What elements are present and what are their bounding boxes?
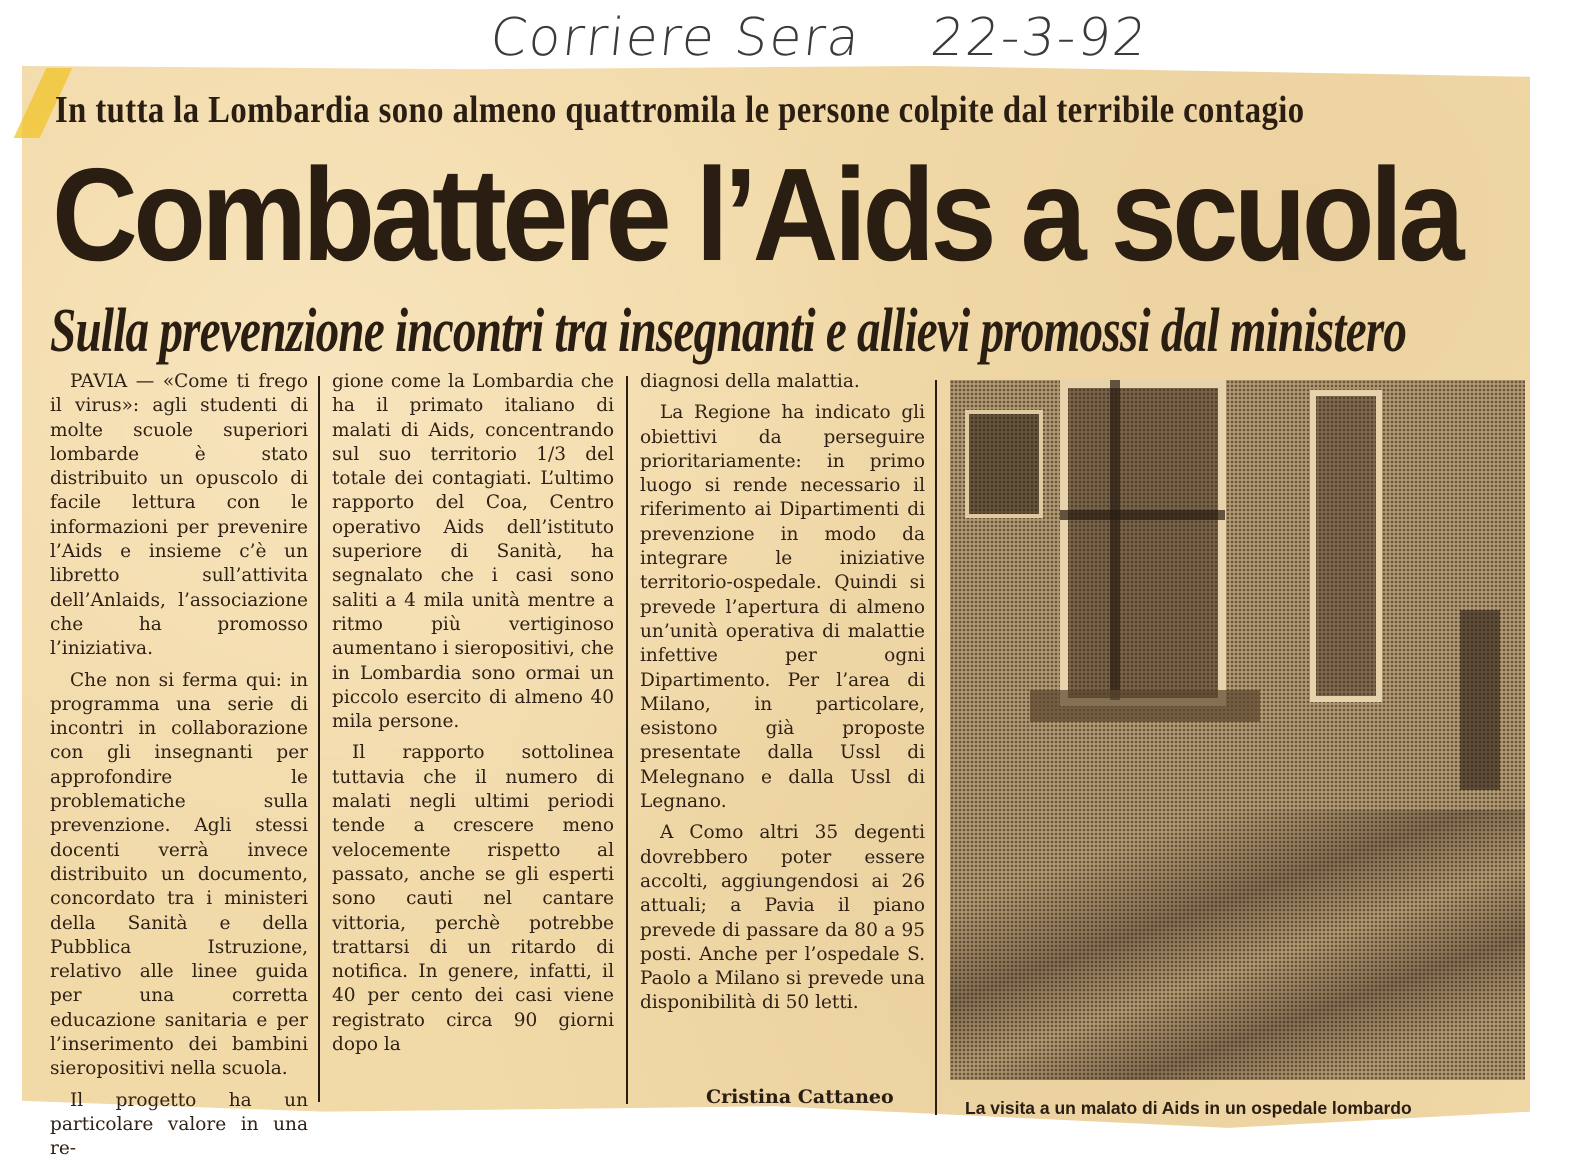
paragraph: diagnosi della malattia. [640, 371, 860, 392]
paragraph: A Como altri 35 degenti dovrebbero poter essere accolti, aggiungendosi ai 26 attuali; a Pavia il piano prevede di passare da 80 a 95 posti. Anche per l’ospedale S. Paolo a Milano si prevede una disponibilità di 50 letti. [640, 822, 925, 1014]
article-photo [950, 380, 1525, 1080]
article-column-2 [332, 370, 614, 1064]
paragraph: gione come la Lombardia che ha il primato italiano di malati di Aids, concentrando sul suo territorio 1/3 del totale dei contagiati. L’ultimo rapporto del Coa, Centro operativo Aids dell’istituto superiore di Sanità, ha segnalato che i casi sono saliti a 4 mila unità mentre a ritmo più vertiginoso aumentano i sieropositivi, che in Lombardia sono ormai un piccolo esercito di almeno 40 mila persone. [332, 371, 614, 733]
column-divider [626, 376, 628, 1104]
paragraph: La Regione ha indicato gli obiettivi da perseguire prioritariamente: in primo luogo si rende necessario il riferimento ai Dipartimenti di prevenzione in modo da integrare le iniziative territorio-ospedale. Quindi si prevede l’apertura di almeno un’unità operativa di malattie infettive per ogni Dipartimento. Per l’area di Milano, in particolare, esistono già proposte presentate dalla Ussl di Melegnano e dalla Ussl di Legnano. [640, 402, 925, 813]
photo-caption: La visita a un malato di Aids in un ospedale lombardo [965, 1098, 1412, 1118]
handwritten-date: 22-3-92 [927, 8, 1151, 68]
handwritten-source: Corriere Sera [487, 8, 865, 68]
paragraph: PAVIA — «Come ti frego il virus»: agli studenti di molte scuole superiori lombarde è stato distribuito un opuscolo di facile lettura con le informazioni per prevenire l’Aids e insieme c’è un libretto sull’attivita dell’Anlaids, l’associazione che ha promosso l’iniziativa. [50, 371, 308, 660]
article-kicker: In tutta la Lombardia sono almeno quattromila le persone colpite dal terribile contagio [55, 89, 1305, 131]
paragraph: Il progetto ha un particolare valore in una re- [50, 1089, 308, 1160]
byline: Cristina Cattaneo [706, 1086, 894, 1108]
article-column-1 [50, 370, 308, 1169]
article-subheadline: Sulla prevenzione incontri tra insegnanti e allievi promossi dal ministero [50, 297, 1407, 365]
article-headline: Combattere l’Aids a scuola [52, 141, 1461, 288]
paragraph: Il rapporto sottolinea tuttavia che il numero di malati negli ultimi periodi tende a crescere meno velocemente rispetto al passato, anche se gli esperti sono cauti nel cantare vittoria, perchè potrebbe trattarsi di un ritardo di notifica. In genere, infatti, il 40 per cento dei casi viene registrato circa 90 giorni dopo la [332, 742, 614, 1056]
paragraph: Che non si ferma qui: in programma una serie di incontri in collaborazione con gli insegnanti per approfondire le problematiche sulla prevenzione. Agli stessi docenti verrà invece distribuito un documento, concordato tra i ministeri della Sanità e della Pubblica Istruzione, relativo alle linee guida per una corretta educazione sanitaria e per l’inserimento dei bambini sieropositivi nella scuola. [50, 669, 308, 1080]
article-column-3 [640, 370, 925, 1023]
column-divider [318, 376, 320, 1102]
column-divider [935, 380, 937, 1115]
